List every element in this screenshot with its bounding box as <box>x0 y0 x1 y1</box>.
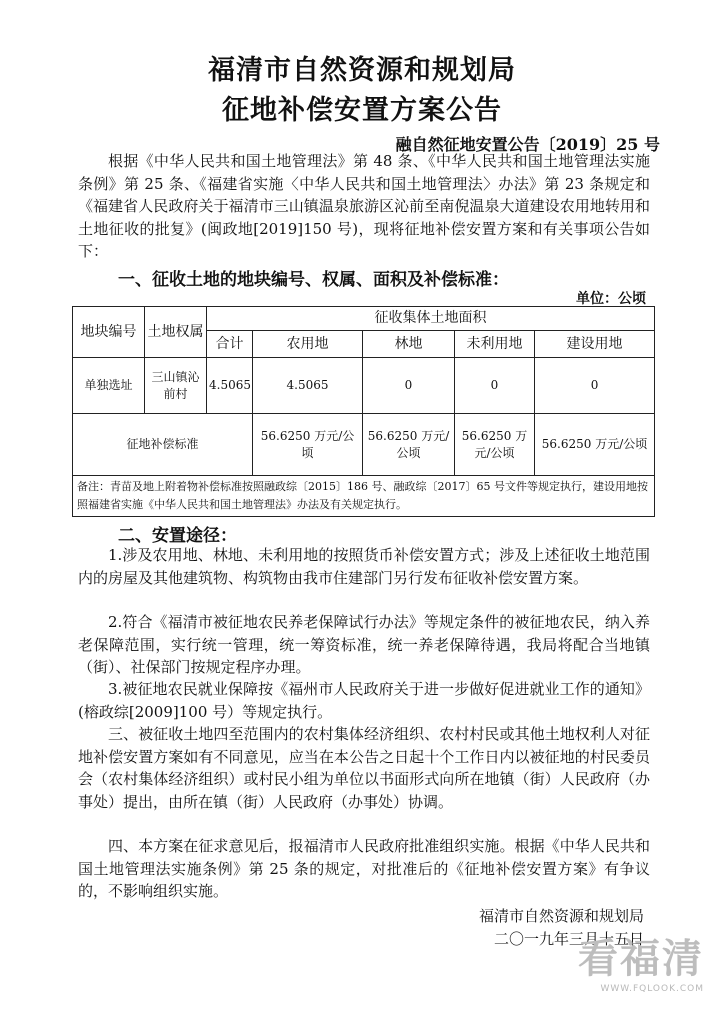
cell-standard-unused: 56.6250 万元/公顷 <box>455 414 535 476</box>
cell-forest: 0 <box>363 358 455 414</box>
section2-heading: 二、安置途径： <box>118 526 237 546</box>
document-number: 融自然征地安置公告〔2019〕25 号 <box>395 135 660 154</box>
intro-paragraph: 根据《中华人民共和国土地管理法》第 48 条、《中华人民共和国土地管理法实施条例》第 25 条、《福建省实施〈中华人民共和国土地管理法〉办法》第 23 条规定和《福建省人民政府关于福清市三山镇温泉旅游区沁前至南倪温泉大道建设农用地转用和土地征收的批复》(闽政地[2019]150 号)，现将征地补偿安置方案和有关事项公告如下： <box>78 152 650 260</box>
watermark-logo-text: 看福清 <box>578 936 704 982</box>
section2-item-1: 1.涉及农用地、林地、未利用地的按照货币补偿安置方式；涉及上述征收土地范围内的房屋及其他建筑物、构筑物由我市住建部门另行发布征收补偿安置方案。 <box>78 546 650 587</box>
th-ownership: 土地权属 <box>145 307 207 358</box>
watermark <box>578 927 704 994</box>
cell-total: 4.5065 <box>207 358 253 414</box>
th-unused: 未利用地 <box>455 331 535 358</box>
cell-construction: 0 <box>535 358 655 414</box>
cell-unused: 0 <box>455 358 535 414</box>
section2-item-3: 3.被征地农民就业保障按《福州市人民政府关于进一步做好促进就业工作的通知》(榕政综[2009]100 号）等规定执行。 <box>78 680 650 721</box>
th-construction: 建设用地 <box>535 331 655 358</box>
section2-item-2: 2.符合《福清市被征地农民养老保障试行办法》等规定条件的被征地农民，纳入养老保障范围，实行统一管理，统一筹资标准，统一养老保障待遇，我局将配合当地镇（街）、社保部门按规定程序办理。 <box>78 613 650 676</box>
table-note: 备注：青苗及地上附着物补偿标准按照融政综〔2015〕186 号、融政综〔2017〕65 号文件等规定执行，建设用地按照福建省实施《中华人民共和国土地管理法》办法及有关规定执行。 <box>73 476 655 517</box>
th-plot-no: 地块编号 <box>73 307 145 358</box>
table-row <box>73 358 655 414</box>
cell-agri: 4.5065 <box>253 358 363 414</box>
document-title-line2: 征地补偿安置方案公告 <box>222 95 502 126</box>
signature-date: 二〇一九年三月十五日 <box>493 930 644 948</box>
section4-paragraph: 四、本方案在征求意见后，报福清市人民政府批准组织实施。根据《中华人民共和国土地管理法实施条例》第 25 条的规定，对批准后的《征地补偿安置方案》有争议的，不影响组织实施。 <box>78 837 650 900</box>
watermark-url: WWW.FQLOOK.COM <box>600 984 704 994</box>
section1-heading: 一、征收土地的地块编号、权属、面积及补偿标准： <box>118 270 509 290</box>
cell-standard-construction: 56.6250 万元/公顷 <box>535 414 655 476</box>
cell-standard-label: 征地补偿标准 <box>73 414 253 476</box>
th-forest: 林地 <box>363 331 455 358</box>
th-area-group: 征收集体土地面积 <box>207 307 655 331</box>
cell-standard-forest: 56.6250 万元/公顷 <box>363 414 455 476</box>
th-agri: 农用地 <box>253 331 363 358</box>
cell-plot-no: 单独选址 <box>73 358 145 414</box>
table-row-standard <box>73 414 655 476</box>
section3-paragraph: 三、被征收土地四至范围内的农村集体经济组织、农村村民或其他土地权利人对征地补偿安置方案如有不同意见，应当在本公告之日起十个工作日内以被征地的村民委员会（农村集体经济组织）或村民小组为单位以书面形式向所在地镇（街）人民政府（办事处）提出，由所在镇（街）人民政府（办事处）协调。 <box>78 725 650 811</box>
signature-org: 福清市自然资源和规划局 <box>478 907 644 925</box>
th-total: 合计 <box>207 331 253 358</box>
document-title-line1: 福清市自然资源和规划局 <box>208 55 516 86</box>
land-table <box>72 306 655 517</box>
cell-ownership: 三山镇沁前村 <box>145 358 207 414</box>
unit-label: 单位：公顷 <box>576 291 646 307</box>
cell-standard-agri: 56.6250 万元/公顷 <box>253 414 363 476</box>
